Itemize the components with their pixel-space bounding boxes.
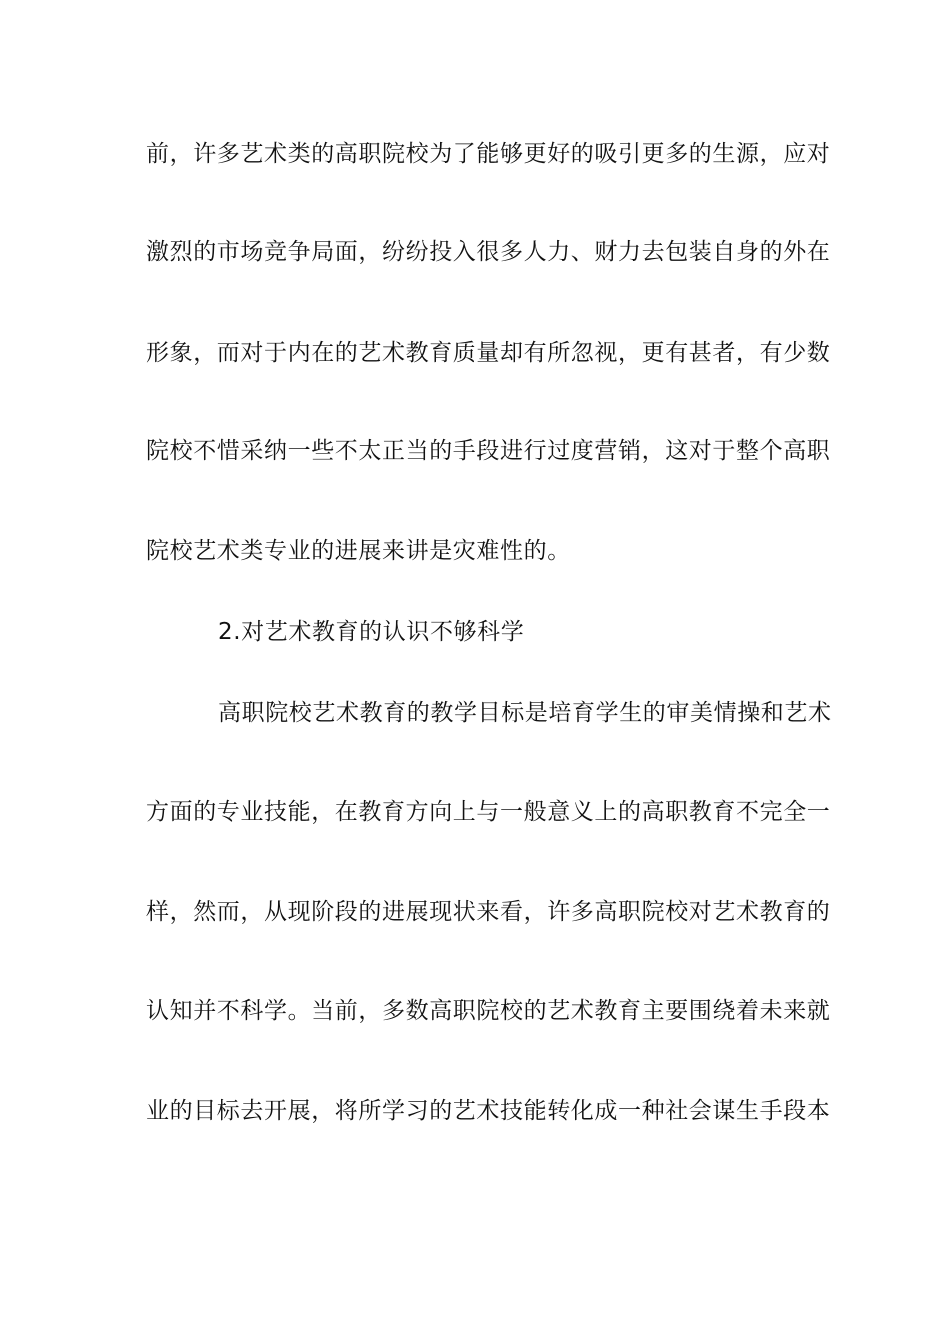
paragraph-line: 认知并不科学。当前，多数高职院校的艺术教育主要围绕着未来就 (146, 998, 831, 1024)
paragraph-line: 样，然而，从现阶段的进展现状来看，许多高职院校对艺术教育的 (146, 899, 831, 925)
paragraph-line: 业的目标去开展，将所学习的艺术技能转化成一种社会谋生手段本 (146, 1098, 831, 1124)
paragraph-line: 激烈的市场竞争局面，纷纷投入很多人力、财力去包装自身的外在 (146, 239, 831, 265)
section-heading: 2.对艺术教育的认识不够科学 (218, 619, 525, 645)
paragraph-line: 院校不惜采纳一些不太正当的手段进行过度营销，这对于整个高职 (146, 438, 831, 464)
paragraph-line: 前，许多艺术类的高职院校为了能够更好的吸引更多的生源，应对 (146, 141, 831, 167)
paragraph-line: 形象，而对于内在的艺术教育质量却有所忽视，更有甚者，有少数 (146, 340, 831, 366)
paragraph-line: 高职院校艺术教育的教学目标是培育学生的审美情操和艺术 (218, 700, 832, 726)
paragraph-line: 方面的专业技能，在教育方向上与一般意义上的高职教育不完全一 (146, 799, 831, 825)
paragraph-line: 院校艺术类专业的进展来讲是灾难性的。 (146, 538, 571, 564)
